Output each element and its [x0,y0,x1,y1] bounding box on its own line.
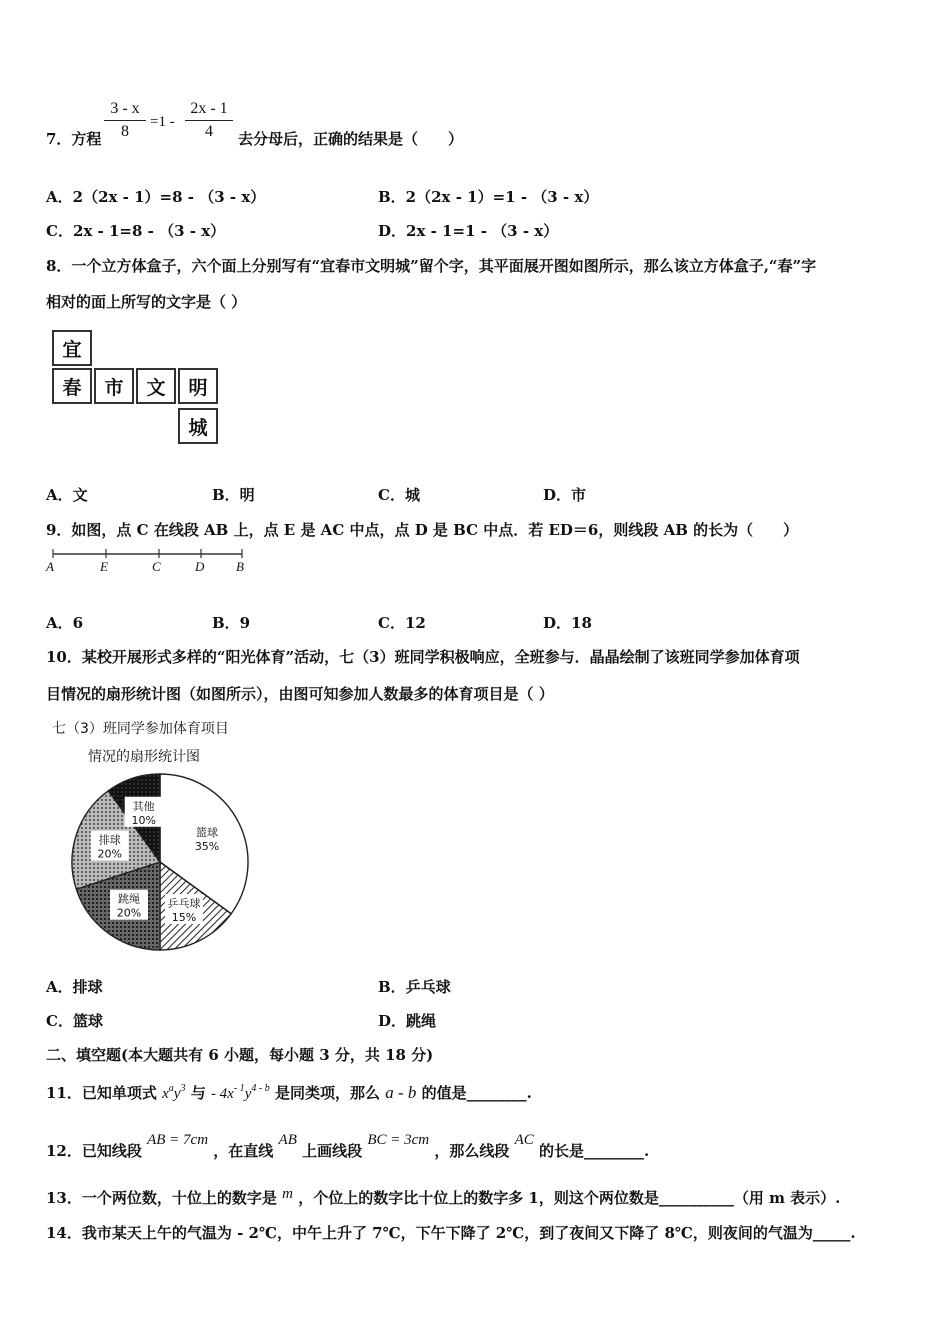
pie-category-label: 其他 [132,799,155,813]
pie-category-label: 跳绳 [117,892,140,906]
q11-text [46,1082,532,1103]
q7-option-a[interactable]: A．2（2x - 1）=8 - （3 - x） [46,188,266,206]
q12-mid2: 上画线段 [302,1142,363,1160]
q7-option-b[interactable]: B．2（2x - 1）=1 - （3 - x） [378,188,599,206]
net-cell-yi: 宜 [52,330,92,366]
net-cell-shi: 市 [94,368,134,404]
q7-frac2-den: 4 [205,123,213,140]
q11-expression: a - b [385,1083,417,1102]
q11-mid2: 是同类项，那么 [274,1084,380,1102]
q10-option-b[interactable]: B．乒乓球 [378,978,451,996]
pie-category-label: 篮球 [196,826,219,840]
point-label-e: E [100,559,108,574]
q7-option-c[interactable]: C．2x - 1=8 - （3 - x） [46,222,226,240]
q7-option-d[interactable]: D．2x - 1=1 - （3 - x） [378,222,559,240]
pie-category-label: 乒乓球 [167,897,201,911]
q9-option-c[interactable]: C．12 [378,614,426,632]
point-label-c: C [152,559,161,574]
q10-option-c[interactable]: C．篮球 [46,1012,103,1030]
net-cell-cheng: 城 [178,408,218,444]
q11-term1: $x^ay^3$ [162,1083,186,1102]
q10-text-line2: 目情况的扇形统计图（如图所示），由图可知参加人数最多的体育项目是（ ） [46,685,554,703]
q12-mid1: ，在直线 [213,1142,274,1160]
pie-percent-label: 15% [171,911,197,925]
pie-percent-label: 20% [97,847,123,861]
pie-percent-label: 35% [194,840,220,854]
q7-fraction-1 [104,100,146,141]
q8-option-d[interactable]: D．市 [543,486,587,504]
q7-fraction-2 [185,100,233,141]
q12-bc: BC = 3cm [367,1132,430,1148]
q11-and: 与 [190,1084,206,1102]
q9-option-b[interactable]: B．9 [212,614,251,632]
net-cell-chun: 春 [52,368,92,404]
q11-prefix: 11．已知单项式 [46,1084,157,1102]
pie-percent-label: 20% [116,906,142,920]
point-label-d: D [195,559,205,574]
q12-ac: AC [514,1132,534,1148]
q12-suffix: 的长是________. [539,1142,650,1160]
q12-prefix: 12．已知线段 [46,1142,142,1160]
q14-text: 14．我市某天上午的气温为 - 2℃，中午上升了 7℃，下午下降了 2℃，到了夜间又下降了 8℃，则夜间的气温为_____. [46,1224,856,1242]
q8-option-a[interactable]: A．文 [46,486,88,504]
q9-option-a[interactable]: A．6 [46,614,84,632]
q7-frac2-num: 2x - 1 [190,100,228,117]
q8-text-line2: 相对的面上所写的文字是（ ） [46,293,247,311]
section-2-heading: 二、填空题(本大题共有 6 小题，每小题 3 分，共 18 分) [46,1046,434,1064]
q9-text: 9．如图，点 C 在线段 AB 上，点 E 是 AC 中点，点 D 是 BC 中点．若 ED＝6，则线段 AB 的长为（ ） [46,521,799,539]
pie-percent-label: 10% [131,813,156,827]
chart-title-line2: 情况的扇形统计图 [88,749,200,765]
net-cell-wen: 文 [136,368,176,404]
q7-suffix: 去分母后，正确的结果是（ ） [238,130,464,148]
chart-title-line1: 七（3）班同学参加体育项目 [52,721,229,737]
q12-text [46,1132,650,1161]
net-cell-ming: 明 [178,368,218,404]
q7-prefix: 7．方程 [46,130,102,148]
q13-m: m [282,1186,293,1202]
q11-term2: - $4x^{- 1}y^{4 - b}$ [210,1083,270,1102]
q8-text-line1: 8．一个立方体盒子，六个面上分别写有“宜春市文明城”留个字，其平面展开图如图所示，那么该立方体盒子,“春”字 [46,257,817,275]
point-label-a: A [46,559,54,574]
q7-frac1-num: 3 - x [110,100,140,117]
q12-ab2: AB [278,1132,297,1148]
q11-suffix: 的值是________. [421,1084,532,1102]
q8-option-b[interactable]: B．明 [212,486,255,504]
q9-option-d[interactable]: D．18 [543,614,592,632]
pie-chart [60,766,260,962]
q13-text [46,1187,840,1208]
q7-frac1-den: 8 [121,123,129,140]
point-label-b: B [236,559,244,574]
segment-figure [44,546,254,576]
q12-mid3: ，那么线段 [434,1142,510,1160]
q10-text-line1: 10．某校开展形式多样的“阳光体育”活动，七（3）班同学积极响应，全班参与．晶晶绘制了该班同学参加体育项 [46,648,800,666]
q12-ab: AB = 7cm [147,1132,209,1148]
q7-middle: =1 - [150,114,175,130]
q13-suffix: ，个位上的数字比十位上的数字多 1，则这个两位数是__________（用 m 表示）. [298,1189,841,1207]
pie-category-label: 排球 [98,833,121,847]
q13-prefix: 13．一个两位数，十位上的数字是 [46,1189,277,1207]
q10-option-a[interactable]: A．排球 [46,978,103,996]
q10-option-d[interactable]: D．跳绳 [378,1012,437,1030]
q8-option-c[interactable]: C．城 [378,486,420,504]
